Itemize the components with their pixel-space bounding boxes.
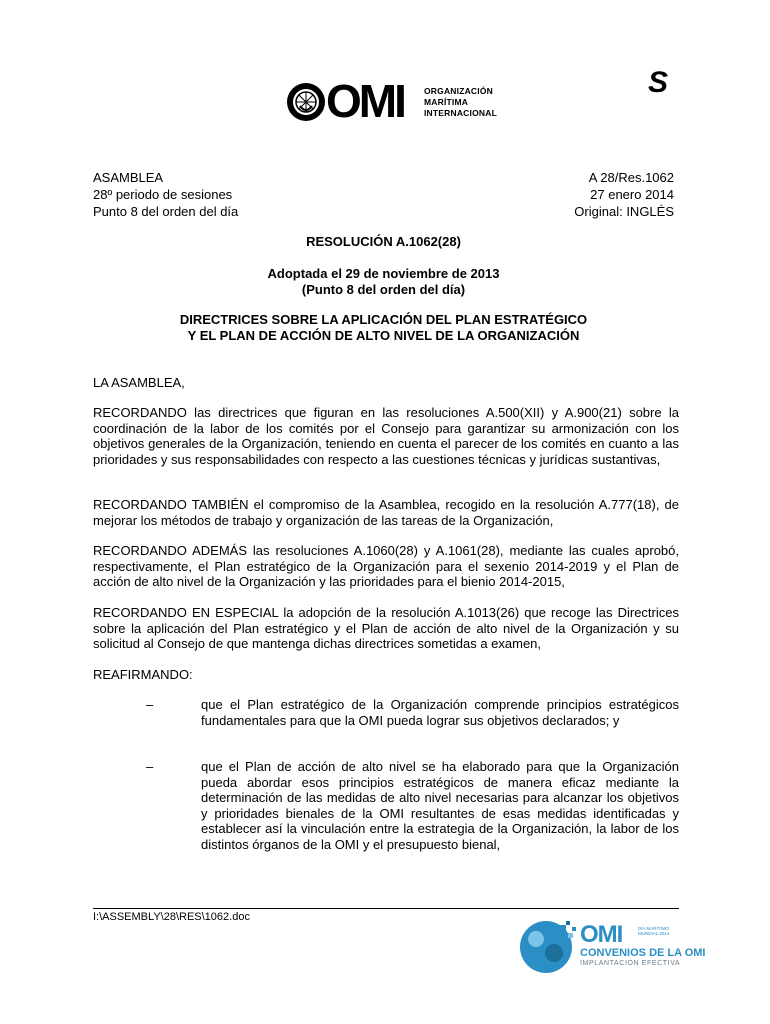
- campaign-small-text: DÍA MARÍTIMO MUNDIAL 2014: [638, 926, 670, 936]
- logo-word: INTERNACIONAL: [424, 108, 497, 118]
- paragraph: RECORDANDO ADEMÁS las resoluciones A.1060(28) y A.1061(28), mediante las cuales aprobó, respectivamente, el Plan estratégico de la Organización para el sexenio 2014-2019 y el Plan de acción de alto nivel de la Organización y las prioridades para el bienio 2014-2015,: [93, 543, 679, 590]
- language-mark: S: [648, 66, 669, 99]
- meta-right: [574, 169, 674, 220]
- un-emblem-icon: [286, 82, 326, 122]
- adoption-date: Adoptada el 29 de noviembre de 2013: [267, 266, 500, 281]
- list-item: que el Plan de acción de alto nivel se ha elaborado para que la Organización pueda abordar esos principios estratégicos de manera eficaz mediante la determinación de las medidas de alto nivel necesarias para alcanzar los objetivos y prioridades bienales de la OMI resultantes de esas medidas identificadas y establecer así la vinculación entre la estrategia de la Organización, la labor de los distintos órganos de la OMI y el presupuesto bienal,: [201, 759, 679, 852]
- logo-word: MARÍTIMA: [424, 97, 469, 107]
- resolution-title: [93, 312, 674, 344]
- logo-words: [424, 86, 497, 119]
- campaign-logo-letters: OMI: [580, 921, 623, 948]
- meta-line: Punto 8 del orden del día: [93, 204, 239, 219]
- list-item: que el Plan estratégico de la Organización comprende principios estratégicos fundamentales para que la OMI pueda lograr sus objetivos declarados; y: [201, 697, 679, 728]
- paragraph: RECORDANDO TAMBIÉN el compromiso de la Asamblea, recogido en la resolución A.777(18), de mejorar los métodos de trabajo y organización de las tareas de la Organización,: [93, 497, 679, 528]
- opening: LA ASAMBLEA,: [93, 375, 185, 390]
- title-line: Y EL PLAN DE ACCIÓN DE ALTO NIVEL DE LA ORGANIZACIÓN: [187, 328, 580, 343]
- adoption-agenda-item: (Punto 8 del orden del día): [301, 282, 466, 297]
- list-dash: –: [146, 759, 154, 774]
- resolution-number: RESOLUCIÓN A.1062(28): [306, 234, 461, 249]
- title-line: DIRECTRICES SOBRE LA APLICACIÓN DEL PLAN ESTRATÉGICO: [179, 312, 588, 327]
- file-path: I:\ASSEMBLY\28\RES\1062.doc: [93, 911, 250, 923]
- imo-logo: [286, 75, 526, 127]
- meta-line: ASAMBLEA: [93, 170, 164, 185]
- logo-letters: OMI: [326, 75, 404, 127]
- list-dash: –: [146, 697, 154, 712]
- campaign-title: CONVENIOS DE LA OMI: [580, 947, 706, 959]
- campaign-subtitle: IMPLANTACIÓN EFECTIVA: [580, 960, 681, 967]
- paragraph: RECORDANDO EN ESPECIAL la adopción de la resolución A.1013(26) que recoge las Directrices sobre la aplicación del Plan estratégico y el Plan de acción de alto nivel de la Organización y su solicitud al Consejo de que mantenga dichas directrices sometidas a examen,: [93, 605, 679, 652]
- adoption-info: [93, 266, 674, 298]
- meta-left: [93, 169, 238, 220]
- campaign-logo: [516, 917, 706, 977]
- reaffirming-heading: REAFIRMANDO:: [93, 667, 193, 682]
- document-date: 27 enero 2014: [590, 187, 674, 202]
- paragraph: RECORDANDO las directrices que figuran en las resoluciones A.500(XII) y A.900(21) sobre la coordinación de la labor de los comités por el Consejo para garantizar su armonización con los objetivos generales de la Organización, teniendo en cuenta el parecer de los comités en cuanto a las prioridades y sus responsabilidades con respecto a las cuestiones técnicas y jurídicas sustantivas,: [93, 405, 679, 467]
- logo-word: ORGANIZACIÓN: [424, 86, 493, 96]
- globe-puzzle-icon: [516, 917, 578, 977]
- meta-line: 28º periodo de sesiones: [93, 187, 233, 202]
- document-symbol: A 28/Res.1062: [588, 170, 674, 185]
- original-language: Original: INGLÉS: [574, 204, 674, 219]
- footer-divider: [93, 908, 679, 909]
